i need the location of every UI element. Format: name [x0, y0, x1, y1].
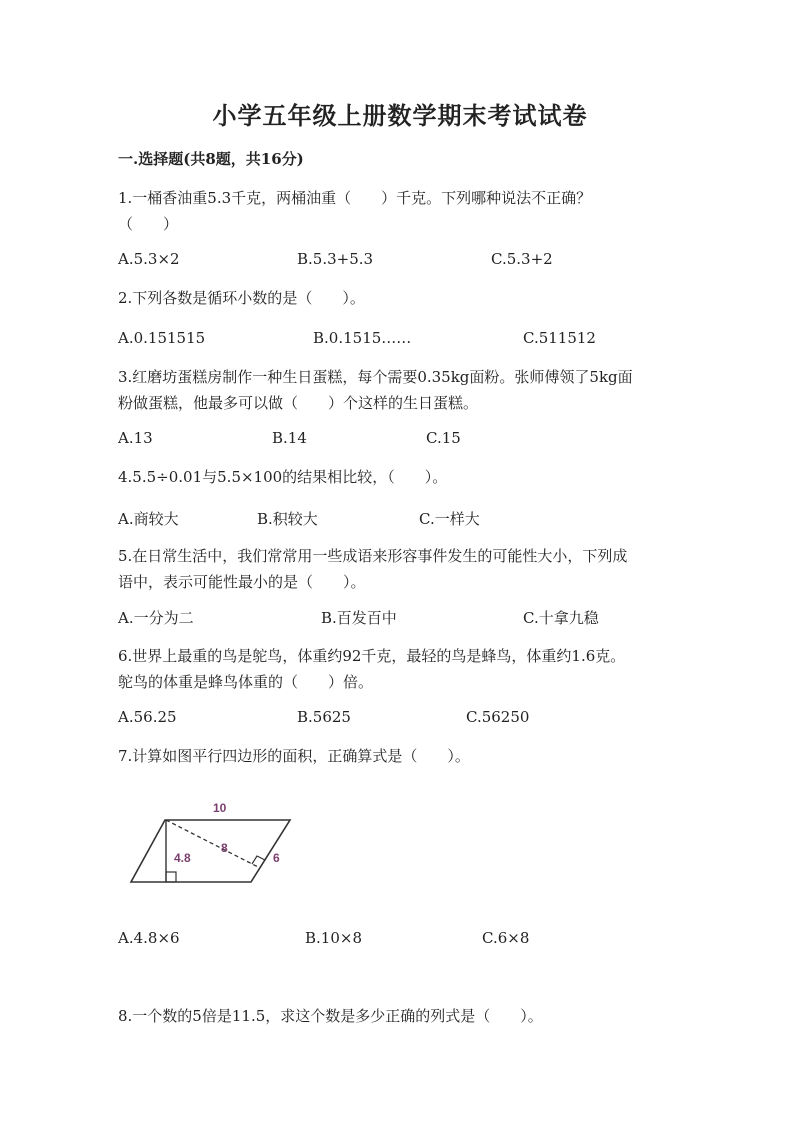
option-a[interactable]: A.13 — [118, 429, 153, 447]
question-text: 2.下列各数是循环小数的是（ ）。 — [118, 289, 365, 307]
label-side: 6 — [273, 851, 280, 865]
question-text: 8.一个数的5倍是11.5，求这个数是多少正确的列式是（ ）。 — [118, 1007, 543, 1025]
question-text-cont: （ ） — [118, 215, 179, 233]
question-4 — [118, 464, 447, 490]
option-a[interactable]: A.商较大 — [118, 510, 179, 528]
option-b[interactable]: B.5625 — [297, 708, 351, 726]
page-title: 小学五年级上册数学期末考试试卷 — [212, 101, 588, 130]
option-b[interactable]: B.5.3+5.3 — [297, 250, 374, 268]
label-diagonal: 8 — [221, 841, 228, 855]
parallelogram-shape — [131, 820, 290, 882]
option-b[interactable]: B.积较大 — [257, 510, 318, 528]
section-heading: 一.选择题(共8题，共16分) — [118, 150, 304, 168]
label-top: 10 — [213, 801, 227, 815]
option-c[interactable]: C.15 — [426, 429, 461, 447]
question-text: 1.一桶香油重5.3千克，两桶油重（ ）千克。下列哪种说法不正确？ — [118, 189, 592, 207]
option-a[interactable]: A.56.25 — [118, 708, 177, 726]
question-3 — [118, 364, 633, 416]
question-text-cont: 语中，表示可能性最小的是（ ）。 — [118, 573, 366, 591]
option-c[interactable]: C.6×8 — [482, 929, 530, 947]
question-8 — [118, 1003, 543, 1029]
question-text-cont: 粉做蛋糕，他最多可以做（ ）个这样的生日蛋糕。 — [118, 394, 479, 412]
question-text-cont: 鸵鸟的体重是蜂鸟体重的（ ）倍。 — [118, 673, 374, 691]
option-c[interactable]: C.十拿九稳 — [523, 609, 599, 627]
question-2 — [118, 285, 365, 311]
question-5 — [118, 543, 627, 595]
option-c[interactable]: C.一样大 — [419, 510, 480, 528]
option-b[interactable]: B.10×8 — [305, 929, 362, 947]
option-a[interactable]: A.4.8×6 — [118, 929, 180, 947]
option-a[interactable]: A.0.151515 — [118, 329, 206, 347]
option-c[interactable]: C.5.3+2 — [491, 250, 553, 268]
question-6 — [118, 643, 625, 695]
label-height: 4.8 — [174, 851, 191, 865]
question-text: 6.世界上最重的鸟是鸵鸟，体重约92千克，最轻的鸟是蜂鸟，体重约1.6克。 — [118, 647, 626, 665]
parallelogram-figure — [118, 790, 308, 895]
option-c[interactable]: C.56250 — [466, 708, 530, 726]
option-b[interactable]: B.0.1515…… — [313, 329, 412, 347]
question-text: 3.红磨坊蛋糕房制作一种生日蛋糕，每个需要0.35kg面粉。张师傅领了5kg面 — [118, 368, 633, 386]
option-a[interactable]: A.一分为二 — [118, 609, 194, 627]
option-b[interactable]: B.14 — [272, 429, 307, 447]
option-b[interactable]: B.百发百中 — [321, 609, 397, 627]
right-angle-mark — [166, 872, 176, 882]
question-text: 5.在日常生活中，我们常常用一些成语来形容事件发生的可能性大小，下列成 — [118, 547, 628, 565]
question-text: 4.5.5÷0.01与5.5×100的结果相比较，（ ）。 — [118, 468, 448, 486]
question-7 — [118, 743, 470, 769]
question-1 — [118, 185, 591, 237]
option-a[interactable]: A.5.3×2 — [118, 250, 180, 268]
question-text: 7.计算如图平行四边形的面积，正确算式是（ ）。 — [118, 747, 470, 765]
option-c[interactable]: C.511512 — [523, 329, 596, 347]
